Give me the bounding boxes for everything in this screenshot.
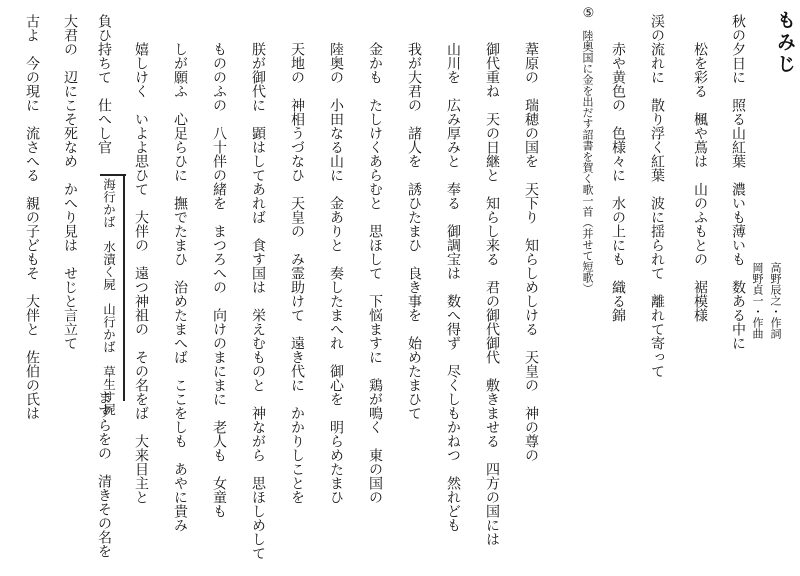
section-title: 陸奥国に金を出だす詔書を賀く歌一首（并せて短歌） — [581, 30, 594, 294]
choka-line-9: もののふの 八十伴の緒を まつろへの 向けのまにまに 老人も 女童も — [211, 42, 227, 518]
momiji-line-2: 松を彩る 楓や蔦は 山のふもとの 裾模様 — [692, 42, 708, 322]
choka-line-11: 嬉しけく いよよ思ひて 大伴の 遠つ神祖の その名をば 大来目主と — [133, 42, 149, 504]
choka-line-4: 我が大君の 諸人を 誘ひたまひ 良き事を 始めたまひて — [406, 42, 422, 420]
choka-end-line-2: 古よ 今の現に 流さへる 親の子どもそ 大伴と 佐伯の氏は — [24, 14, 40, 420]
inset-right-rule — [123, 174, 125, 401]
inset-phrase: 海行かば 水漬く屍 山行かば 草生す屍 — [101, 178, 117, 416]
choka-split-bottom: ますらをの 清きその名を — [96, 390, 112, 558]
choka-line-3: 山川を 広み厚みと 奉る 御調宝は 数へ得ず 尽くしもかねつ 然れども — [445, 42, 461, 532]
choka-line-2: 御代重ね 天の日継と 知らし来る 君の御代御代 敷きませる 四方の国には — [484, 42, 500, 546]
choka-line-5: 金かも たしけくあらむと 思ほして 下悩ますに 鶏が鳴く 東の国の — [367, 42, 383, 504]
choka-split-top: 負ひ持ちて 仕へし官 — [96, 14, 112, 154]
lyricist-credit: 高野辰之・作詞 — [769, 262, 782, 339]
momiji-line-3: 渓の流れに 散り浮く紅葉 波に揺られて 離れて寄って — [649, 14, 665, 378]
momiji-line-1: 秋の夕日に 照る山紅葉 濃いも薄いも 数ある中に — [730, 14, 746, 350]
momiji-line-4: 赤や黄色の 色様々に 水の上にも 織る錦 — [610, 42, 626, 322]
section-number: ⑤ — [581, 6, 596, 21]
composer-credit: 岡野貞一・作曲 — [751, 262, 764, 339]
choka-line-8: 朕が御代に 顕はしてあれば 食す国は 栄えむものと 神ながら 思ほしめして — [250, 42, 266, 560]
choka-line-10: しが願ふ 心足らひに 撫でたまひ 治めたまへば ここをしも あやに貴み — [172, 42, 188, 532]
song-title: もみじ — [774, 10, 796, 76]
choka-end-line-1: 大君の 辺にこそ死なめ かへり見は せじと言立て — [62, 14, 78, 350]
choka-line-6: 陸奥の 小田なる山に 金ありと 奏したまへれ 御心を 明らめたまひ — [328, 42, 344, 504]
choka-line-1: 葦原の 瑞穂の国を 天下り 知らしめしける 天皇の 神の尊の — [523, 42, 539, 462]
choka-line-7: 天地の 神相うづなひ 天皇の み霊助けて 遠き代に かかりしことを — [289, 42, 305, 504]
